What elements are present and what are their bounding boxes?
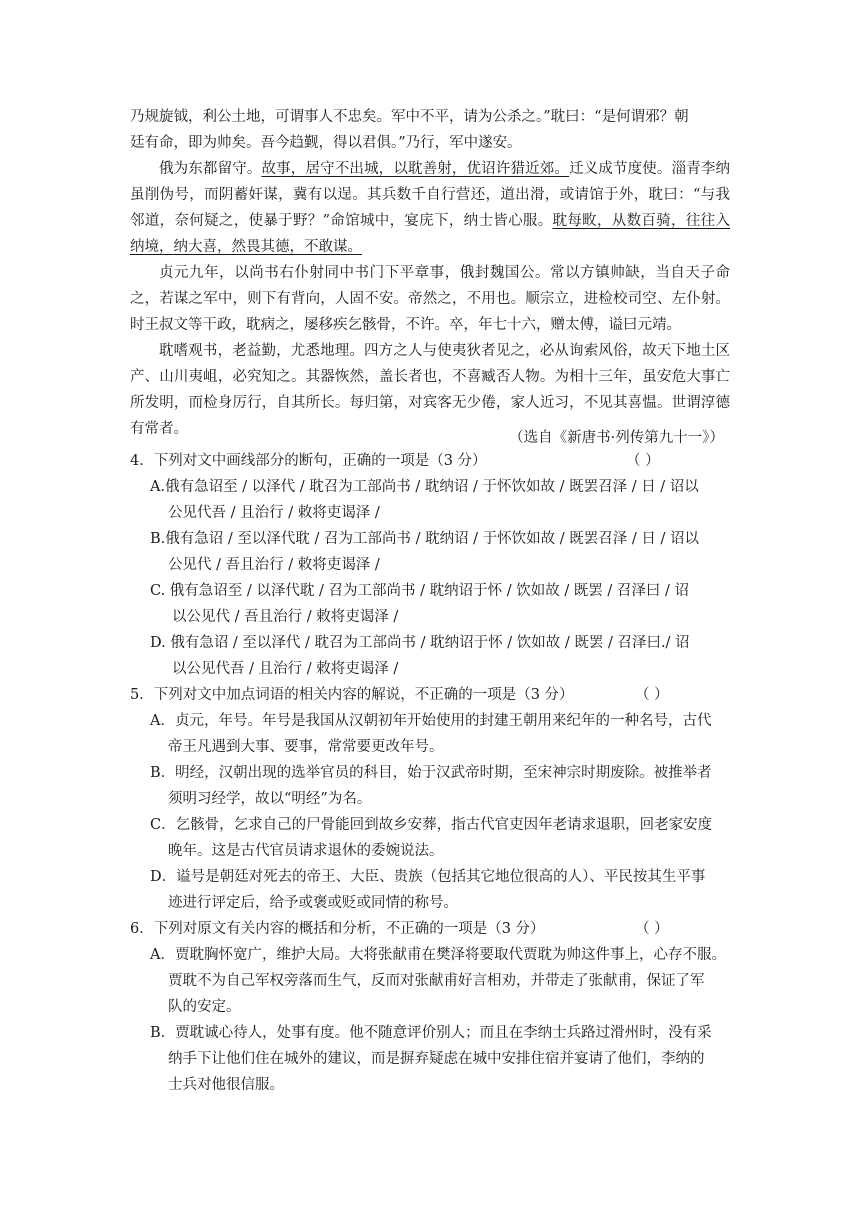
q5-option-c-line-1: C．乞骸骨，乞求自己的尸骨能回到故乡安葬，指古代官吏因年老请求退职，回老家安度 <box>150 817 713 833</box>
question-5-option-a <box>150 708 732 760</box>
question-5-option-b <box>150 760 732 812</box>
question-6-stem: 6．下列对原文有关内容的概括和分析，不正确的一项是（3 分） <box>130 921 545 937</box>
q5-option-d-line-1: D．谥号是朝廷对死去的帝王、大臣、贵族（包括其它地位很高的人）、平民按其生平事 <box>150 869 706 885</box>
q5-option-a-line-1: A．贞元，年号。年号是我国从汉朝初年开始使用的封建王朝用来纪年的一种名号，古代 <box>150 713 712 729</box>
underlined-sentence-1: 故事，居守不出城，以耽善射，优诏许猎近郊。 <box>261 161 570 177</box>
q5-option-b-line-1: B．明经，汉朝出现的选举官员的科目，始于汉武帝时期，至宋神宗时期废除。被推举者 <box>150 765 712 781</box>
q4-option-b-line-1: B.俄有急诏 / 至以泽代耽 / 召为工部尚书 / 耽纳诏 / 于怀饮如故 / 既罢召泽 / 日 / 诏以 <box>150 531 699 547</box>
passage-paragraph-3: 贞元九年，以尚书右仆射同中书门下平章事，俄封魏国公。常以方镇帅缺，当自天子命之，若谋之军中，则下有背向，人固不安。帝然之，不用也。顺宗立，进检校司空、左仆射。时王叔文等干政，耽病之，屡移疾乞骸骨，不许。卒，年七十六，赠太傅，谥曰元靖。 <box>130 265 730 333</box>
q4-option-b-line-2: 公见代 / 吾且治行 / 敕将吏谒泽 / <box>168 557 380 573</box>
question-6-option-a <box>150 942 732 1020</box>
question-4-option-c <box>150 578 732 630</box>
question-4-stem: 4．下列对文中画线部分的断句，正确的一项是（3 分） <box>130 453 487 469</box>
question-5-answer-paren: （ ） <box>635 687 669 703</box>
passage-p1-line-1: 乃规旋钺，利公土地，可谓事人不忠矣。军中不平，请为公杀之。”耽曰：“是何谓邪？朝 <box>130 109 689 125</box>
q4-option-d-line-2: 以公见代吾 / 且治行 / 敕将吏谒泽 / <box>172 661 399 677</box>
question-6 <box>130 916 730 942</box>
question-4-option-a <box>150 474 732 526</box>
passage-source: （选自《新唐书·列传第九十一》） <box>509 430 724 446</box>
q4-option-c-line-2: 以公见代 / 吾且治行 / 敕将吏谒泽 / <box>172 609 399 625</box>
q4-option-d-line-1: D. 俄有急诏 / 至以泽代 / 耽召为工部尚书 / 耽纳诏于怀 / 饮如故 / 既罢 / 召泽曰./ 诏 <box>150 635 690 651</box>
underlined-sentence-2: 耽每畋，从数百骑，往往入纳境，纳大喜，然畏其德，不敢谋。 <box>130 213 730 255</box>
question-4 <box>130 448 730 474</box>
q5-option-c-line-2: 晚年。这是古代官员请求退休的委婉说法。 <box>168 843 444 859</box>
question-4-option-b <box>150 526 732 578</box>
q4-option-c-line-1: C. 俄有急诏至 / 以泽代耽 / 召为工部尚书 / 耽纳诏于怀 / 饮如故 / 既罢 / 召泽曰 / 诏 <box>150 583 690 599</box>
q4-option-a-line-1: A.俄有急诏至 / 以泽代 / 耽召为工部尚书 / 耽纳诏 / 于怀饮如故 / 既罢召泽 / 日 / 诏以 <box>150 479 699 495</box>
q5-option-b-line-2: 须明习经学，故以“明经”为名。 <box>168 791 372 807</box>
question-5 <box>130 682 730 708</box>
q6-option-b-line-3: 士兵对他很信服。 <box>168 1077 284 1093</box>
q4-option-a-line-2: 公见代吾 / 且治行 / 敕将吏谒泽 / <box>168 505 380 521</box>
q6-option-b-line-2: 纳手下让他们住在城外的建议，而是摒弃疑虑在城中安排住宿并宴请了他们，李纳的 <box>168 1051 705 1067</box>
q6-option-a-line-3: 队的安定。 <box>168 999 241 1015</box>
question-5-stem: 5．下列对文中加点词语的相关内容的解说，不正确的一项是（3 分） <box>130 687 574 703</box>
question-6-option-b <box>150 1020 732 1098</box>
q5-option-a-line-2: 帝王凡遇到大事、要事，常常要更改年号。 <box>168 739 444 755</box>
passage-p2-text-b: 迁义成节度使。淄青李纳虽削伪号，而阴蓄奸谋，冀有以逞。其兵数千自行营还，道出滑，或请馆于外，耽曰：“与我邻道，奈何疑之，使暴于野？”命馆城中，宴庑下，纳士皆心服。 <box>130 161 731 229</box>
q5-option-d-line-2: 迹进行评定后，给予或褒或贬或同情的称号。 <box>168 895 458 911</box>
passage-p2-text-a: 俄为东都留守。 <box>159 161 262 177</box>
q6-option-a-line-1: A．贾耽胸怀宽广，维护大局。大将张献甫在樊泽将要取代贾耽为帅这件事上，心存不服。 <box>150 947 726 963</box>
question-5-option-d <box>150 864 732 916</box>
passage-p1-line-2: 廷有命，即为帅矣。吾今趋觐，得以君俱。”乃行，军中遂安。 <box>130 135 522 151</box>
q6-option-b-line-1: B．贾耽诚心待人，处事有度。他不随意评价别人；而且在李纳士兵路过滑州时，没有采 <box>150 1025 712 1041</box>
question-4-option-d <box>150 630 732 682</box>
passage-paragraph-1 <box>130 104 730 156</box>
q6-option-a-line-2: 贾耽不为自己军权旁落而生气，反而对张献甫好言相劝，并带走了张献甫，保证了军 <box>168 973 705 989</box>
passage-paragraph-4: 耽嗜观书，老益勤，尤悉地理。四方之人与使夷狄者见之，必从询索风俗，故天下地土区产、山川夷岨，必究知之。其器恢然，盖长者也，不喜臧否人物。为相十三年，虽安危大事亡所发明，而检身厉行，自其所长。每归第，对宾客无少倦，家人近习，不见其喜愠。世谓淳德有常者。 <box>130 343 730 437</box>
passage-paragraph-2 <box>130 156 730 260</box>
question-4-answer-paren: （ ） <box>626 453 660 469</box>
question-6-answer-paren: （ ） <box>635 921 669 937</box>
question-5-option-c <box>150 812 732 864</box>
